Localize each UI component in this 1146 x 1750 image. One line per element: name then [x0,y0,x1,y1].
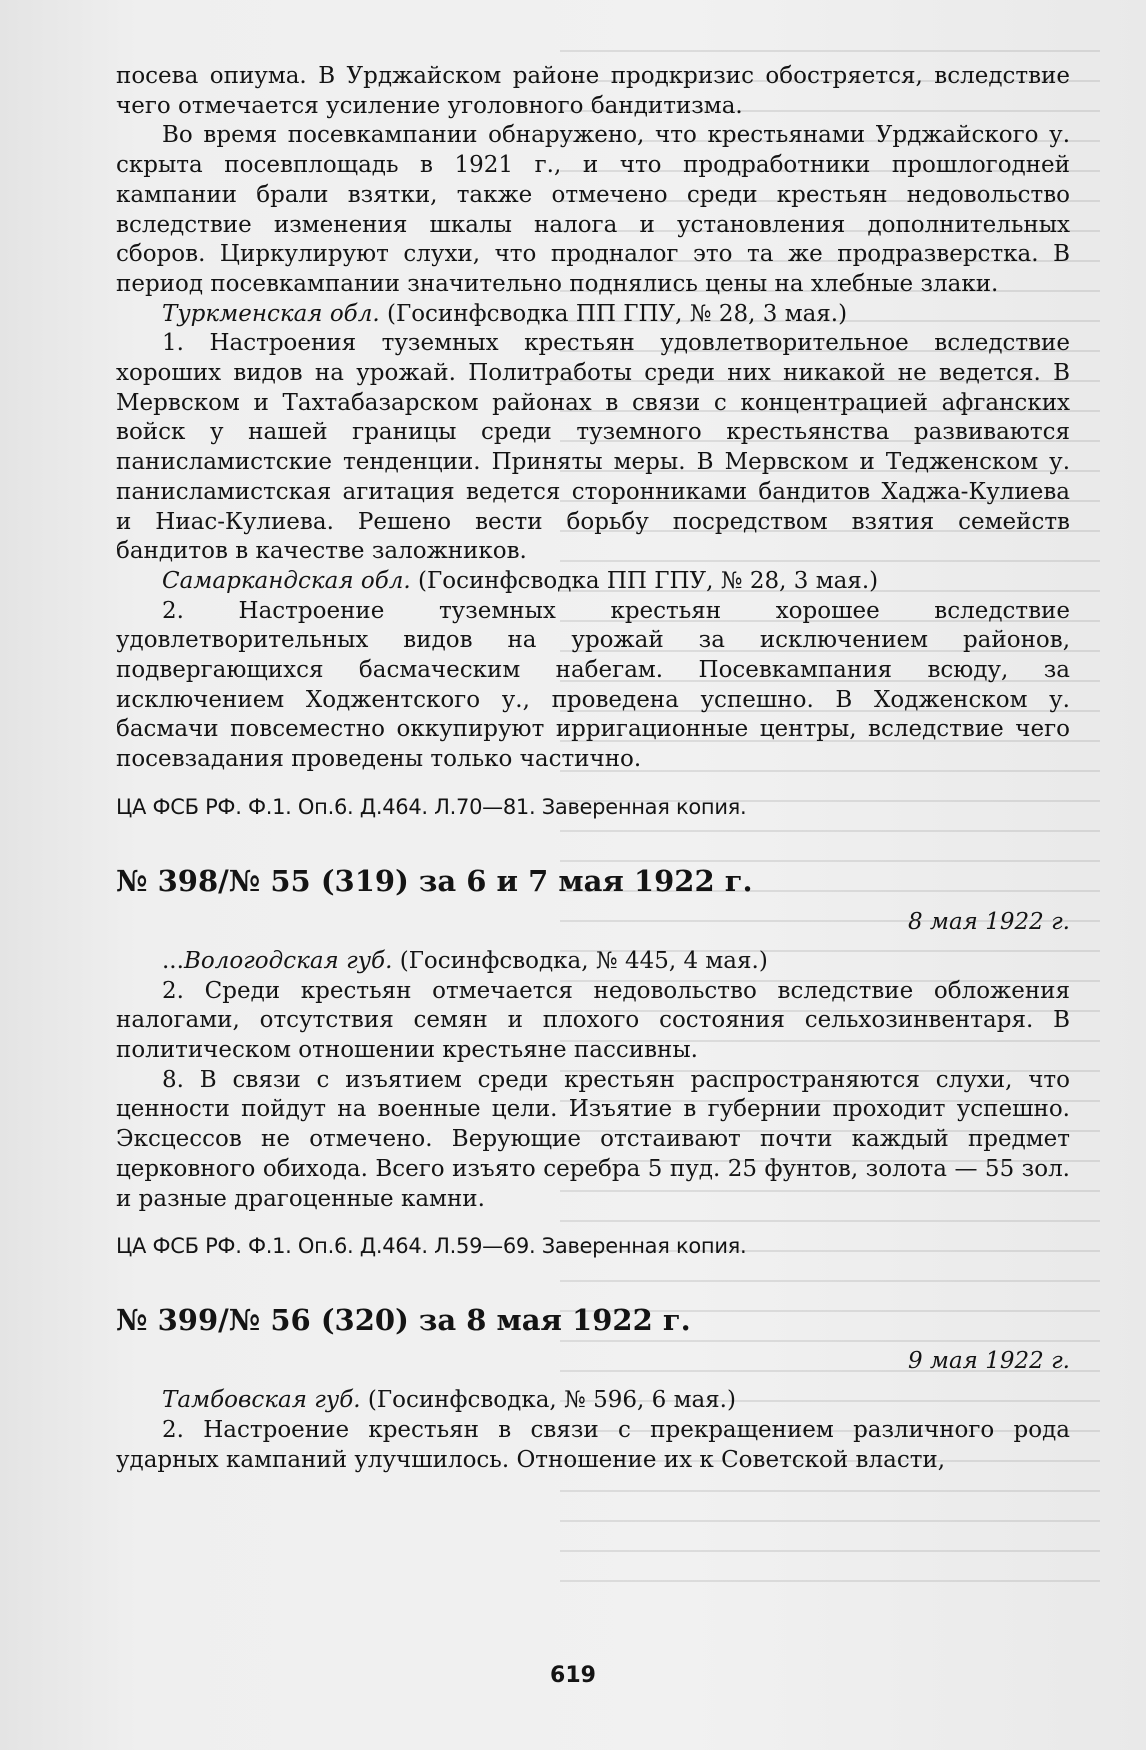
section-heading-398: № 398/№ 55 (319) за 6 и 7 мая 1922 г. [116,863,753,898]
source-ref: (Госинфсводка, № 596, 6 мая.) [360,1387,736,1414]
region-tambov: Тамбовская губ. [162,1387,361,1414]
region-turkmen: Туркменская обл. [162,300,380,327]
source-line-vologda [116,947,1070,977]
ellipsis: ... [162,947,184,974]
archive-reference-1: ЦА ФСБ РФ. Ф.1. Оп.6. Д.464. Л.70—81. Заверенная копия. [116,794,747,819]
paragraph-vologda-seizure: 8. В связи с изъятием среди крестьян распространяются слухи, что ценности пойдут на военные цели. Изъятие в губернии проходит успешно. Эксцессов не отмечено. Верующие отстаивают почти каждый предмет церковного обихода. Всего изъято серебра 5 пуд. 25 фунтов, золота — 55 зол. и разные драгоценные камни. [116,1066,1070,1212]
source-ref: (Госинфсводка ПП ГПУ, № 28, 3 мая.) [379,300,848,327]
section-date-399: 9 мая 1922 г. [907,1348,1070,1375]
region-samarkand: Самаркандская обл. [162,567,411,594]
region-vologda: Вологодская губ. [183,947,393,974]
section-date-398: 8 мая 1922 г. [907,908,1070,935]
page-number: 619 [550,1663,596,1688]
source-ref: (Госинфсводка ПП ГПУ, № 28, 3 мая.) [410,567,879,594]
paragraph-turkmen-mood: 1. Настроения туземных крестьян удовлетворительное вследствие хороших видов на урожай. Политработы среди них никакой не ведется. В Мервском и Тахтабазарском районах в связи с концентрацией афганских войск у нашей границы среди туземного крестьянства развиваются панисламистские тенденции. Приняты меры. В Мервском и Теджeнском у. панисламистская агитация ведется сторонниками бандитов Хаджа-Кулиева и Ниас-Кулиева. Решено вести борьбу посредством взятия семейств бандитов в качестве заложников. [116,330,1070,565]
paragraph-vologda-taxes: 2. Среди крестьян отмечается недовольство вследствие обложения налогами, отсутствия семян и плохого состояния сельхозинвентаря. В политическом отношении крестьяне пассивны. [116,977,1070,1063]
archive-reference-2: ЦА ФСБ РФ. Ф.1. Оп.6. Д.464. Л.59—69. Заверенная копия. [116,1234,747,1259]
paragraph-samarkand-mood: 2. Настроение туземных крестьян хорошее вследствие удовлетворительных видов на урожай за исключением районов, подвергающихся басмаческим набегам. Посевкампания всюду, за исключением Ходжентского у., проведена успешно. В Ходженском у. басмачи повсеместно оккупируют ирригационные центры, вследствие чего посевзадания проведены только частично. [116,597,1070,773]
paragraph-tambov-mood: 2. Настроение крестьян в связи с прекращением различного рода ударных кампаний улучшилось. Отношение их к Советской власти, [116,1416,1070,1473]
section-heading-399: № 399/№ 56 (320) за 8 мая 1922 г. [116,1303,691,1338]
source-line-turkmen [116,300,1070,330]
source-ref: (Госинфсводка, № 445, 4 мая.) [392,947,768,974]
source-line-tambov [116,1386,1070,1416]
paragraph-sowing-campaign: Во время посевкампании обнаружено, что крестьянами Урджайского у. скрыта посевплощадь в 1921 г., и что продработники прошлогодней кампании брали взятки, также отмечено среди крестьян недовольство вследствие изменения шкалы налога и установления дополнительных сборов. Циркулируют слухи, что продналог это та же продразверстка. В период посевкампании значительно поднялись цены на хлебные злаки. [116,122,1070,297]
source-line-samarkand [116,567,1070,597]
paragraph-opium: посева опиума. В Урджайском районе продкризис обостряется, вследствие чего отмечается усиление уголовного бандитизма. [116,63,1070,119]
